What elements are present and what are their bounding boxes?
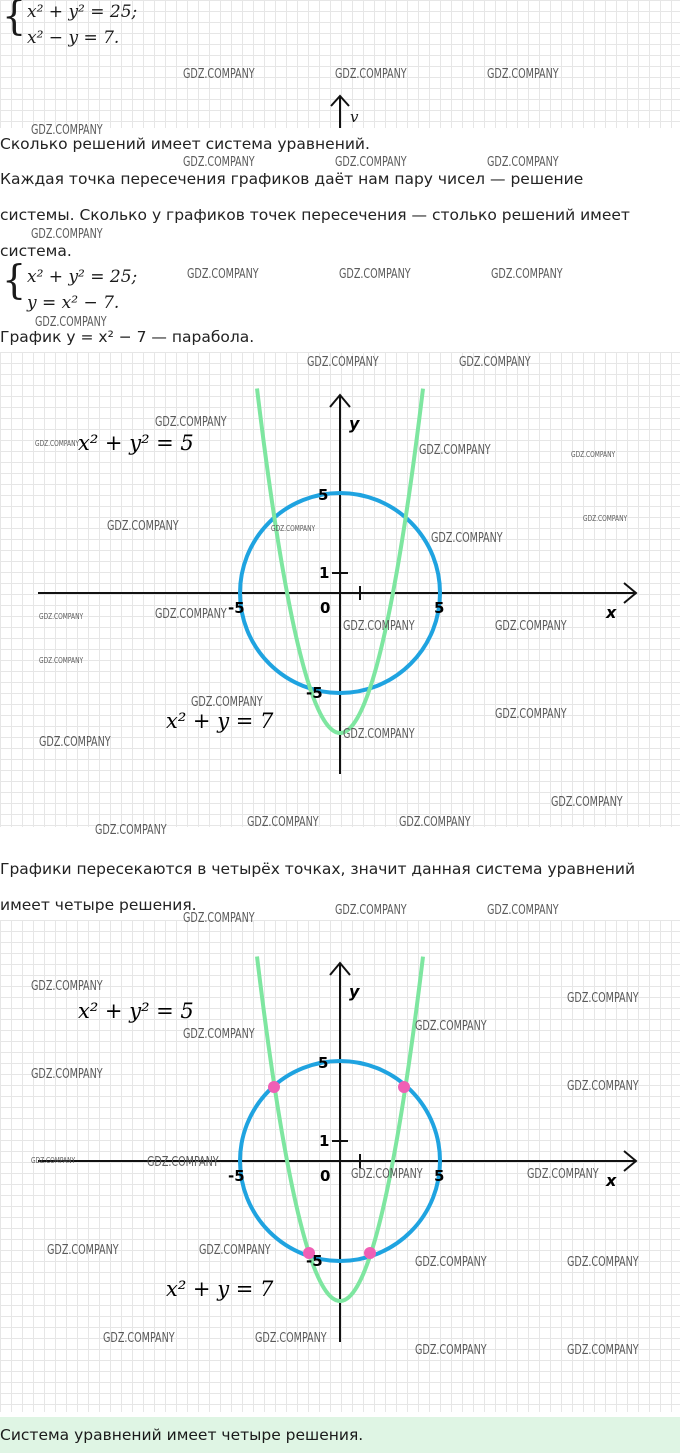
graph-1-circle-label: x² + y² = 5 (78, 431, 194, 455)
watermark: GDZ.COMPANY (487, 155, 559, 170)
text-conclusion-line-2: имеет четыре решения. (0, 896, 197, 914)
graph-1-tick-minus5-y: -5 (306, 684, 323, 702)
graph-2-y-label: y (349, 982, 360, 1001)
watermark: GDZ.COMPANY (487, 903, 559, 918)
text-parabola-note-content: График y = x² − 7 — парабола. (0, 328, 255, 346)
graph-1-tick-origin: 0 (320, 599, 331, 617)
system-brace: { (2, 256, 27, 304)
watermark: GDZ.COMPANY (567, 991, 639, 1006)
graph-1 (0, 352, 680, 827)
equation-circle: x² + y² = 25; (27, 267, 138, 287)
graph-2-tick-minus5-y: -5 (306, 1252, 323, 1270)
watermark: GDZ.COMPANY (183, 1027, 255, 1042)
graph-1-tick-minus5-x: -5 (228, 599, 245, 617)
watermark: GDZ.COMPANY (31, 1156, 76, 1165)
watermark: GDZ.COMPANY (95, 823, 167, 838)
watermark: GDZ.COMPANY (339, 267, 411, 282)
watermark: GDZ.COMPANY (459, 355, 531, 370)
answer-banner (0, 1417, 680, 1453)
watermark: GDZ.COMPANY (183, 67, 255, 82)
watermark: GDZ.COMPANY (567, 1343, 639, 1358)
graph-1-x-label: x (606, 603, 617, 622)
watermark: GDZ.COMPANY (183, 911, 255, 926)
graph-1-tick-5-y: 5 (318, 486, 329, 504)
watermark: GDZ.COMPANY (495, 619, 567, 634)
text-explanation-line-3: система. (0, 242, 72, 260)
watermark: GDZ.COMPANY (335, 155, 407, 170)
watermark: GDZ.COMPANY (187, 267, 259, 282)
text-explanation-line-2: системы. Сколько у графиков точек пересечения — столько решений имеет (0, 206, 630, 224)
text-question: Сколько решений имеет система уравнений. (0, 135, 370, 153)
watermark: GDZ.COMPANY (107, 519, 179, 534)
watermark: GDZ.COMPANY (103, 1331, 175, 1346)
equation-circle: x² + y² = 25; (27, 2, 138, 22)
watermark: GDZ.COMPANY (31, 227, 103, 242)
graph-1-parabola-label: x² + y = 7 (166, 709, 274, 733)
graph-2-parabola-label: x² + y = 7 (166, 1277, 274, 1301)
watermark: GDZ.COMPANY (155, 415, 227, 430)
watermark: GDZ.COMPANY (39, 735, 111, 750)
graph-2-circle-label: x² + y² = 5 (78, 999, 194, 1023)
watermark: GDZ.COMPANY (551, 795, 623, 810)
watermark: GDZ.COMPANY (35, 439, 80, 448)
answer-text: Система уравнений имеет четыре решения. (0, 1426, 364, 1444)
watermark: GDZ.COMPANY (31, 123, 103, 138)
watermark: GDZ.COMPANY (255, 1331, 327, 1346)
system-brace: { (2, 0, 27, 40)
graph-1-tick-1-y: 1 (319, 564, 330, 582)
graph-2-tick-1-y: 1 (319, 1132, 330, 1150)
graph-2-tick-5-y: 5 (318, 1054, 329, 1072)
watermark: GDZ.COMPANY (147, 1155, 219, 1170)
watermark: GDZ.COMPANY (35, 315, 107, 330)
graph-2-tick-5-x: 5 (434, 1167, 445, 1185)
stray-axis-letter: v (350, 108, 359, 126)
graph-2-x-label: x (606, 1171, 617, 1190)
watermark: GDZ.COMPANY (343, 727, 415, 742)
watermark: GDZ.COMPANY (155, 607, 227, 622)
watermark: GDZ.COMPANY (31, 979, 103, 994)
watermark: GDZ.COMPANY (527, 1167, 599, 1182)
watermark: GDZ.COMPANY (399, 815, 471, 830)
graph-1-y-label: y (349, 414, 360, 433)
graph-2-tick-origin: 0 (320, 1167, 331, 1185)
graph-2-tick-minus5-x: -5 (228, 1167, 245, 1185)
watermark: GDZ.COMPANY (47, 1243, 119, 1258)
watermark: GDZ.COMPANY (199, 1243, 271, 1258)
watermark: GDZ.COMPANY (307, 355, 379, 370)
text-explanation-line-1: Каждая точка пересечения графиков даёт нам пару чисел — решение (0, 170, 584, 188)
watermark: GDZ.COMPANY (271, 524, 316, 533)
watermark: GDZ.COMPANY (567, 1255, 639, 1270)
watermark: GDZ.COMPANY (491, 267, 563, 282)
watermark: GDZ.COMPANY (583, 514, 628, 523)
watermark: GDZ.COMPANY (487, 67, 559, 82)
watermark: GDZ.COMPANY (335, 903, 407, 918)
watermark: GDZ.COMPANY (191, 695, 263, 710)
watermark: GDZ.COMPANY (431, 531, 503, 546)
watermark: GDZ.COMPANY (351, 1167, 423, 1182)
intersection-point-top-right (398, 1081, 410, 1093)
watermark: GDZ.COMPANY (335, 67, 407, 82)
equation-parabola: y = x² − 7. (27, 293, 120, 313)
watermark: GDZ.COMPANY (39, 656, 84, 665)
graph-1-tick-5-x: 5 (434, 599, 445, 617)
equation-parabola: x² − y = 7. (27, 28, 120, 48)
watermark: GDZ.COMPANY (415, 1019, 487, 1034)
watermark: GDZ.COMPANY (567, 1079, 639, 1094)
watermark: GDZ.COMPANY (419, 443, 491, 458)
watermark: GDZ.COMPANY (571, 450, 616, 459)
watermark: GDZ.COMPANY (39, 612, 84, 621)
text-conclusion-line-1: Графики пересекаются в четырёх точках, значит данная система уравнений (0, 860, 636, 878)
watermark: GDZ.COMPANY (343, 619, 415, 634)
watermark: GDZ.COMPANY (415, 1255, 487, 1270)
watermark: GDZ.COMPANY (415, 1343, 487, 1358)
text-parabola-note (0, 328, 672, 346)
watermark: GDZ.COMPANY (183, 155, 255, 170)
stray-axis-arrow (326, 92, 366, 128)
watermark: GDZ.COMPANY (247, 815, 319, 830)
intersection-point-bottom-right (364, 1247, 376, 1259)
watermark: GDZ.COMPANY (495, 707, 567, 722)
watermark: GDZ.COMPANY (31, 1067, 103, 1082)
intersection-point-top-left (268, 1081, 280, 1093)
